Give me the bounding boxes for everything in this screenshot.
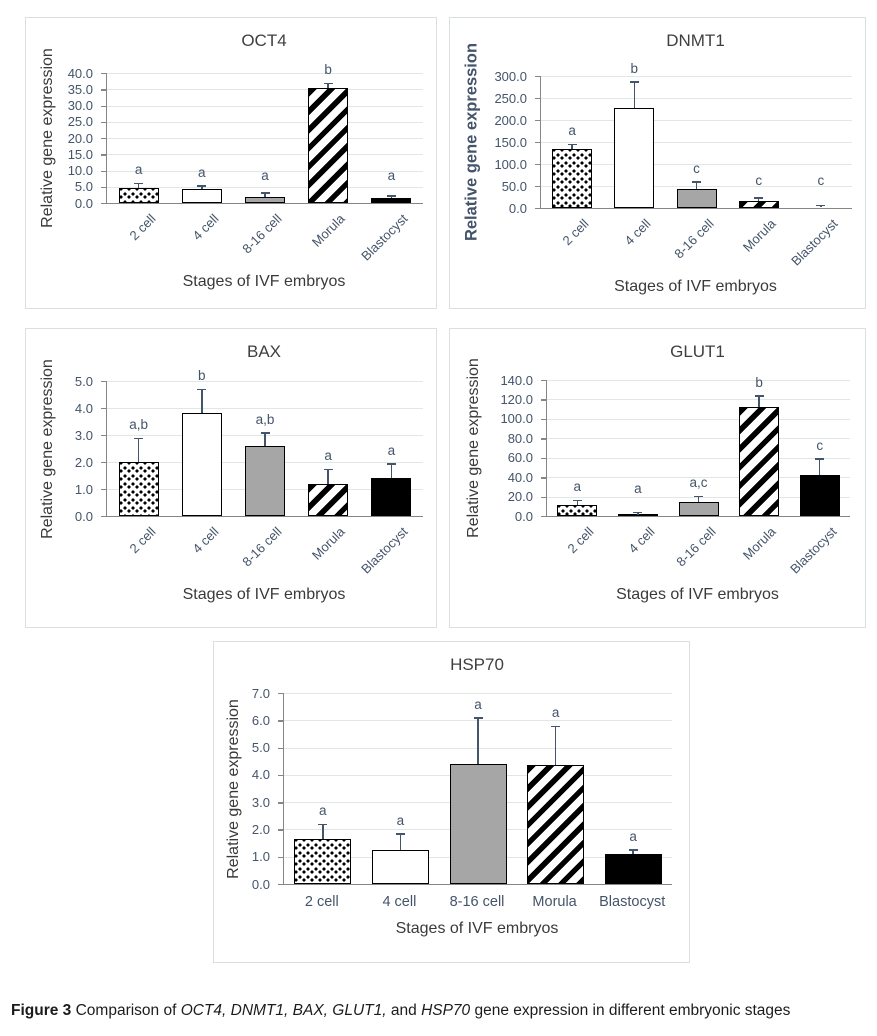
x-category-label: 2 cell [304,894,339,910]
y-tick-mark [541,477,546,478]
error-bar-cap [694,496,703,498]
y-tick-label: 5.0 [251,740,270,756]
bar-8-16-cell [679,502,719,516]
error-bar-cap [692,181,701,183]
significance-letter: b [324,62,332,78]
bar-8-16-cell [245,197,285,203]
gridline [107,408,423,409]
y-tick-mark [535,142,540,143]
plot-area [540,60,852,209]
y-tick-mark [101,203,106,204]
gridline [547,399,850,400]
y-tick-mark [101,187,106,188]
y-tick-mark [101,489,106,490]
x-category-label: 2 cell [559,216,592,249]
y-tick-label: 3.0 [74,427,93,443]
chart-panel-glut1 [449,328,866,628]
y-tick-mark [535,186,540,187]
y-tick-label: 20.0 [67,130,93,146]
y-tick-mark [101,89,106,90]
significance-letter: a [634,481,642,496]
y-tick-label: 0.0 [251,876,270,892]
error-bar [264,434,266,446]
y-tick-label: 0.0 [74,195,93,211]
x-category-label: Blastocyst [358,524,411,577]
y-tick-mark [541,438,546,439]
error-bar [391,197,393,199]
y-tick-mark [541,516,546,517]
bar-2-cell [119,462,159,516]
error-bar-cap [387,463,396,465]
y-tick-mark [541,497,546,498]
x-category-label: 4 cell [382,894,417,910]
x-category-label: 4 cell [189,524,222,557]
significance-letter: a,b [255,411,275,427]
y-tick-label: 3.0 [251,794,270,810]
error-bar-cap [633,512,642,514]
bar-2-cell [552,149,592,208]
x-axis-title: Stages of IVF embryos [182,273,346,290]
significance-letter: b [630,60,639,76]
caption-segment: and [386,1001,422,1019]
x-category-label: Blastocyst [787,216,841,269]
error-bar [819,460,821,476]
error-bar [758,199,760,201]
y-tick-mark [541,458,546,459]
bar-4-cell [182,413,222,516]
caption-segment: OCT4, DNMT1, BAX, GLUT1, [180,1001,387,1019]
y-tick-mark [278,802,283,803]
x-category-label: 8-16 cell [670,216,717,262]
y-tick-label: 1.0 [251,849,270,865]
bar-8-16-cell [245,446,285,516]
error-bar [637,513,639,514]
chart-panel-oct4 [25,17,437,309]
bar-blastocyst [371,478,411,516]
x-category-label: 4 cell [621,216,654,249]
x-category-label: 8-16 cell [449,894,505,910]
x-category-label: Blastocyst [358,211,411,264]
y-axis-title: Relative gene expression [465,358,482,538]
bar-blastocyst [371,198,411,203]
error-bar [477,719,479,764]
y-tick-label: 2.0 [74,454,93,470]
gridline [107,122,423,123]
significance-letter: a [396,812,405,828]
y-tick-label: 50.0 [501,178,527,194]
y-tick-mark [101,408,106,409]
y-tick-label: 10.0 [67,163,93,178]
error-bar [696,183,698,189]
y-tick-mark [278,720,283,721]
chart-title: HSP70 [450,655,504,674]
significance-letter: c [693,160,700,176]
y-tick-mark [278,829,283,830]
significance-letter: a [551,705,560,721]
error-bar-cap [629,849,638,851]
caption-segment: HSP70 [421,1001,471,1019]
error-bar [571,145,573,149]
error-bar [555,727,557,765]
error-bar-cap [396,833,405,835]
significance-letter: a,c [689,475,708,491]
y-tick-label: 0.0 [514,508,533,524]
y-tick-label: 120.0 [500,391,533,407]
error-bar [698,497,700,502]
bar-4-cell [372,850,429,884]
x-axis-title: Stages of IVF embryos [182,586,346,603]
error-bar [138,184,140,188]
y-tick-mark [535,208,540,209]
significance-letter: a [568,123,576,139]
y-tick-mark [278,748,283,749]
chart-title: OCT4 [241,31,287,50]
error-bar-cap [197,389,206,391]
gridline [107,381,423,382]
y-tick-label: 200.0 [494,112,527,128]
significance-letter: c [817,173,825,188]
significance-letter: a [261,168,269,183]
y-tick-label: 40.0 [67,65,93,81]
error-bar [322,825,324,839]
y-tick-label: 60.0 [507,450,533,466]
y-tick-label: 5.0 [74,373,93,389]
error-bar [201,187,203,189]
gridline [107,106,423,107]
y-tick-label: 1.0 [74,481,93,497]
significance-letter: a,b [129,417,148,433]
y-tick-label: 2.0 [251,821,270,837]
x-category-label: Blastocyst [599,894,666,910]
bar-8-16-cell [677,189,717,208]
x-category-label: 8-16 cell [672,524,719,570]
x-category-label: Morula [309,524,348,563]
bar-8-16-cell [450,764,507,884]
chart-title: DNMT1 [666,31,725,50]
y-tick-mark [278,857,283,858]
y-tick-mark [101,73,106,74]
y-tick-label: 4.0 [251,767,270,783]
y-tick-label: 5.0 [74,179,93,195]
error-bar-cap [474,717,483,719]
gridline [107,154,423,155]
x-category-label: 8-16 cell [239,211,285,257]
y-axis-title: Relative gene expression [225,698,242,879]
significance-letter: a [573,479,582,495]
chart-panel-bax [25,328,437,628]
gridline [541,76,852,77]
y-tick-mark [541,419,546,420]
y-tick-mark [541,399,546,400]
x-category-label: 8-16 cell [239,524,285,570]
chart-panel-hsp70 [213,641,690,963]
bar-morula [308,484,348,516]
error-bar [138,439,140,462]
error-bar-cap [324,469,333,471]
significance-letter: a [319,803,327,819]
error-bar-cap [261,432,270,434]
caption-segment: Figure 3 [11,1001,76,1019]
y-tick-label: 35.0 [67,81,93,97]
x-category-label: 4 cell [625,524,658,557]
significance-letter: a [387,442,396,458]
chart-title: BAX [246,342,282,361]
bar-4-cell [182,189,222,203]
gridline [107,89,423,90]
error-bar-cap [197,185,206,187]
y-tick-mark [278,775,283,776]
gridline [107,138,423,139]
y-axis-title: Relative gene expression [39,358,56,539]
x-category-label: Blastocyst [786,524,840,577]
y-tick-label: 15.0 [67,146,93,162]
y-tick-label: 250.0 [494,90,527,106]
gridline [541,142,852,143]
error-bar-cap [134,183,143,185]
bar-morula [527,765,584,884]
y-tick-label: 140.0 [500,372,533,388]
bar-2-cell [557,505,597,516]
plot-area [546,374,850,517]
significance-letter: a [324,448,332,464]
y-tick-mark [535,98,540,99]
gridline [547,438,850,439]
y-tick-mark [101,106,106,107]
y-tick-label: 100.0 [500,411,533,427]
error-bar-cap [754,197,763,199]
error-bar [264,194,266,197]
significance-letter: a [134,162,143,178]
error-bar-cap [816,205,825,207]
y-tick-label: 150.0 [494,134,527,150]
x-category-label: Morula [532,894,577,910]
gridline [541,98,852,99]
error-bar-cap [387,195,396,197]
plot-area [106,368,423,517]
x-category-label: Morula [739,524,779,563]
error-bar-cap [630,81,639,83]
y-tick-mark [541,380,546,381]
bar-morula [308,88,348,203]
y-tick-mark [101,171,106,172]
error-bar-cap [318,824,327,826]
bar-2-cell [119,188,159,203]
y-tick-label: 0.0 [74,508,93,524]
significance-letter: c [755,173,763,188]
y-tick-mark [535,120,540,121]
plot-area [283,693,672,885]
error-bar-cap [261,192,270,194]
error-bar [327,84,329,88]
x-axis-title: Stages of IVF embryos [616,586,779,603]
significance-letter: b [755,374,763,390]
error-bar-cap [568,144,577,146]
y-tick-mark [278,693,283,694]
x-axis-title: Stages of IVF embryos [614,278,777,295]
gridline [547,419,850,420]
significance-letter: a [198,164,206,180]
gridline [547,458,850,459]
y-tick-mark [101,138,106,139]
error-bar [820,206,822,207]
error-bar-cap [815,458,824,460]
gridline [107,73,423,74]
error-bar [632,851,634,854]
significance-letter: a [387,168,396,183]
significance-letter: b [198,368,206,384]
caption-segment: gene expression in different embryonic stages [470,1001,791,1019]
y-tick-label: 6.0 [251,712,270,728]
caption-segment: Comparison of [75,1001,181,1019]
error-bar [391,465,393,479]
x-category-label: 2 cell [126,524,159,557]
chart-title: GLUT1 [670,342,725,361]
significance-letter: a [474,696,482,712]
y-tick-label: 25.0 [67,114,93,130]
error-bar-cap [134,438,143,440]
y-tick-mark [101,122,106,123]
y-tick-mark [101,516,106,517]
y-tick-label: 30.0 [67,98,93,113]
error-bar [758,397,760,408]
error-bar [400,835,402,850]
x-category-label: 4 cell [189,211,222,244]
y-axis-title: Relative gene expression [39,48,56,228]
chart-panel-dnmt1 [449,17,866,309]
y-tick-label: 80.0 [507,430,533,446]
plot-area [106,62,423,204]
bar-morula [739,407,779,516]
bar-2-cell [294,839,351,884]
y-tick-mark [278,884,283,885]
error-bar [201,390,203,413]
y-tick-mark [101,154,106,155]
significance-letter: c [816,437,824,453]
bar-4-cell [614,108,654,208]
error-bar [327,470,329,484]
y-tick-label: 0.0 [508,200,527,216]
y-tick-mark [101,381,106,382]
error-bar-cap [551,726,560,728]
x-category-label: 2 cell [126,211,159,244]
y-tick-mark [535,76,540,77]
bar-morula [739,201,779,208]
y-tick-mark [535,164,540,165]
bar-blastocyst [800,475,840,516]
error-bar [634,83,636,109]
x-category-label: Morula [309,211,348,250]
y-tick-mark [101,462,106,463]
y-tick-label: 100.0 [494,156,527,172]
gridline [547,380,850,381]
y-tick-label: 300.0 [494,68,527,84]
gridline [541,120,852,121]
y-tick-label: 40.0 [507,469,533,485]
bar-blastocyst [605,854,662,884]
error-bar-cap [755,395,764,397]
gridline [284,693,672,694]
y-tick-label: 20.0 [507,489,533,505]
x-category-label: 2 cell [564,524,597,557]
y-axis-title: Relative gene expression [462,42,481,242]
figure-caption [11,1000,867,1022]
x-axis-title: Stages of IVF embryos [395,920,559,937]
y-tick-label: 4.0 [74,400,93,416]
error-bar [577,501,579,505]
error-bar-cap [324,83,333,85]
x-category-label: Morula [739,216,779,255]
y-tick-label: 7.0 [251,685,270,701]
y-tick-mark [101,435,106,436]
significance-letter: a [629,828,637,844]
error-bar-cap [573,500,582,502]
